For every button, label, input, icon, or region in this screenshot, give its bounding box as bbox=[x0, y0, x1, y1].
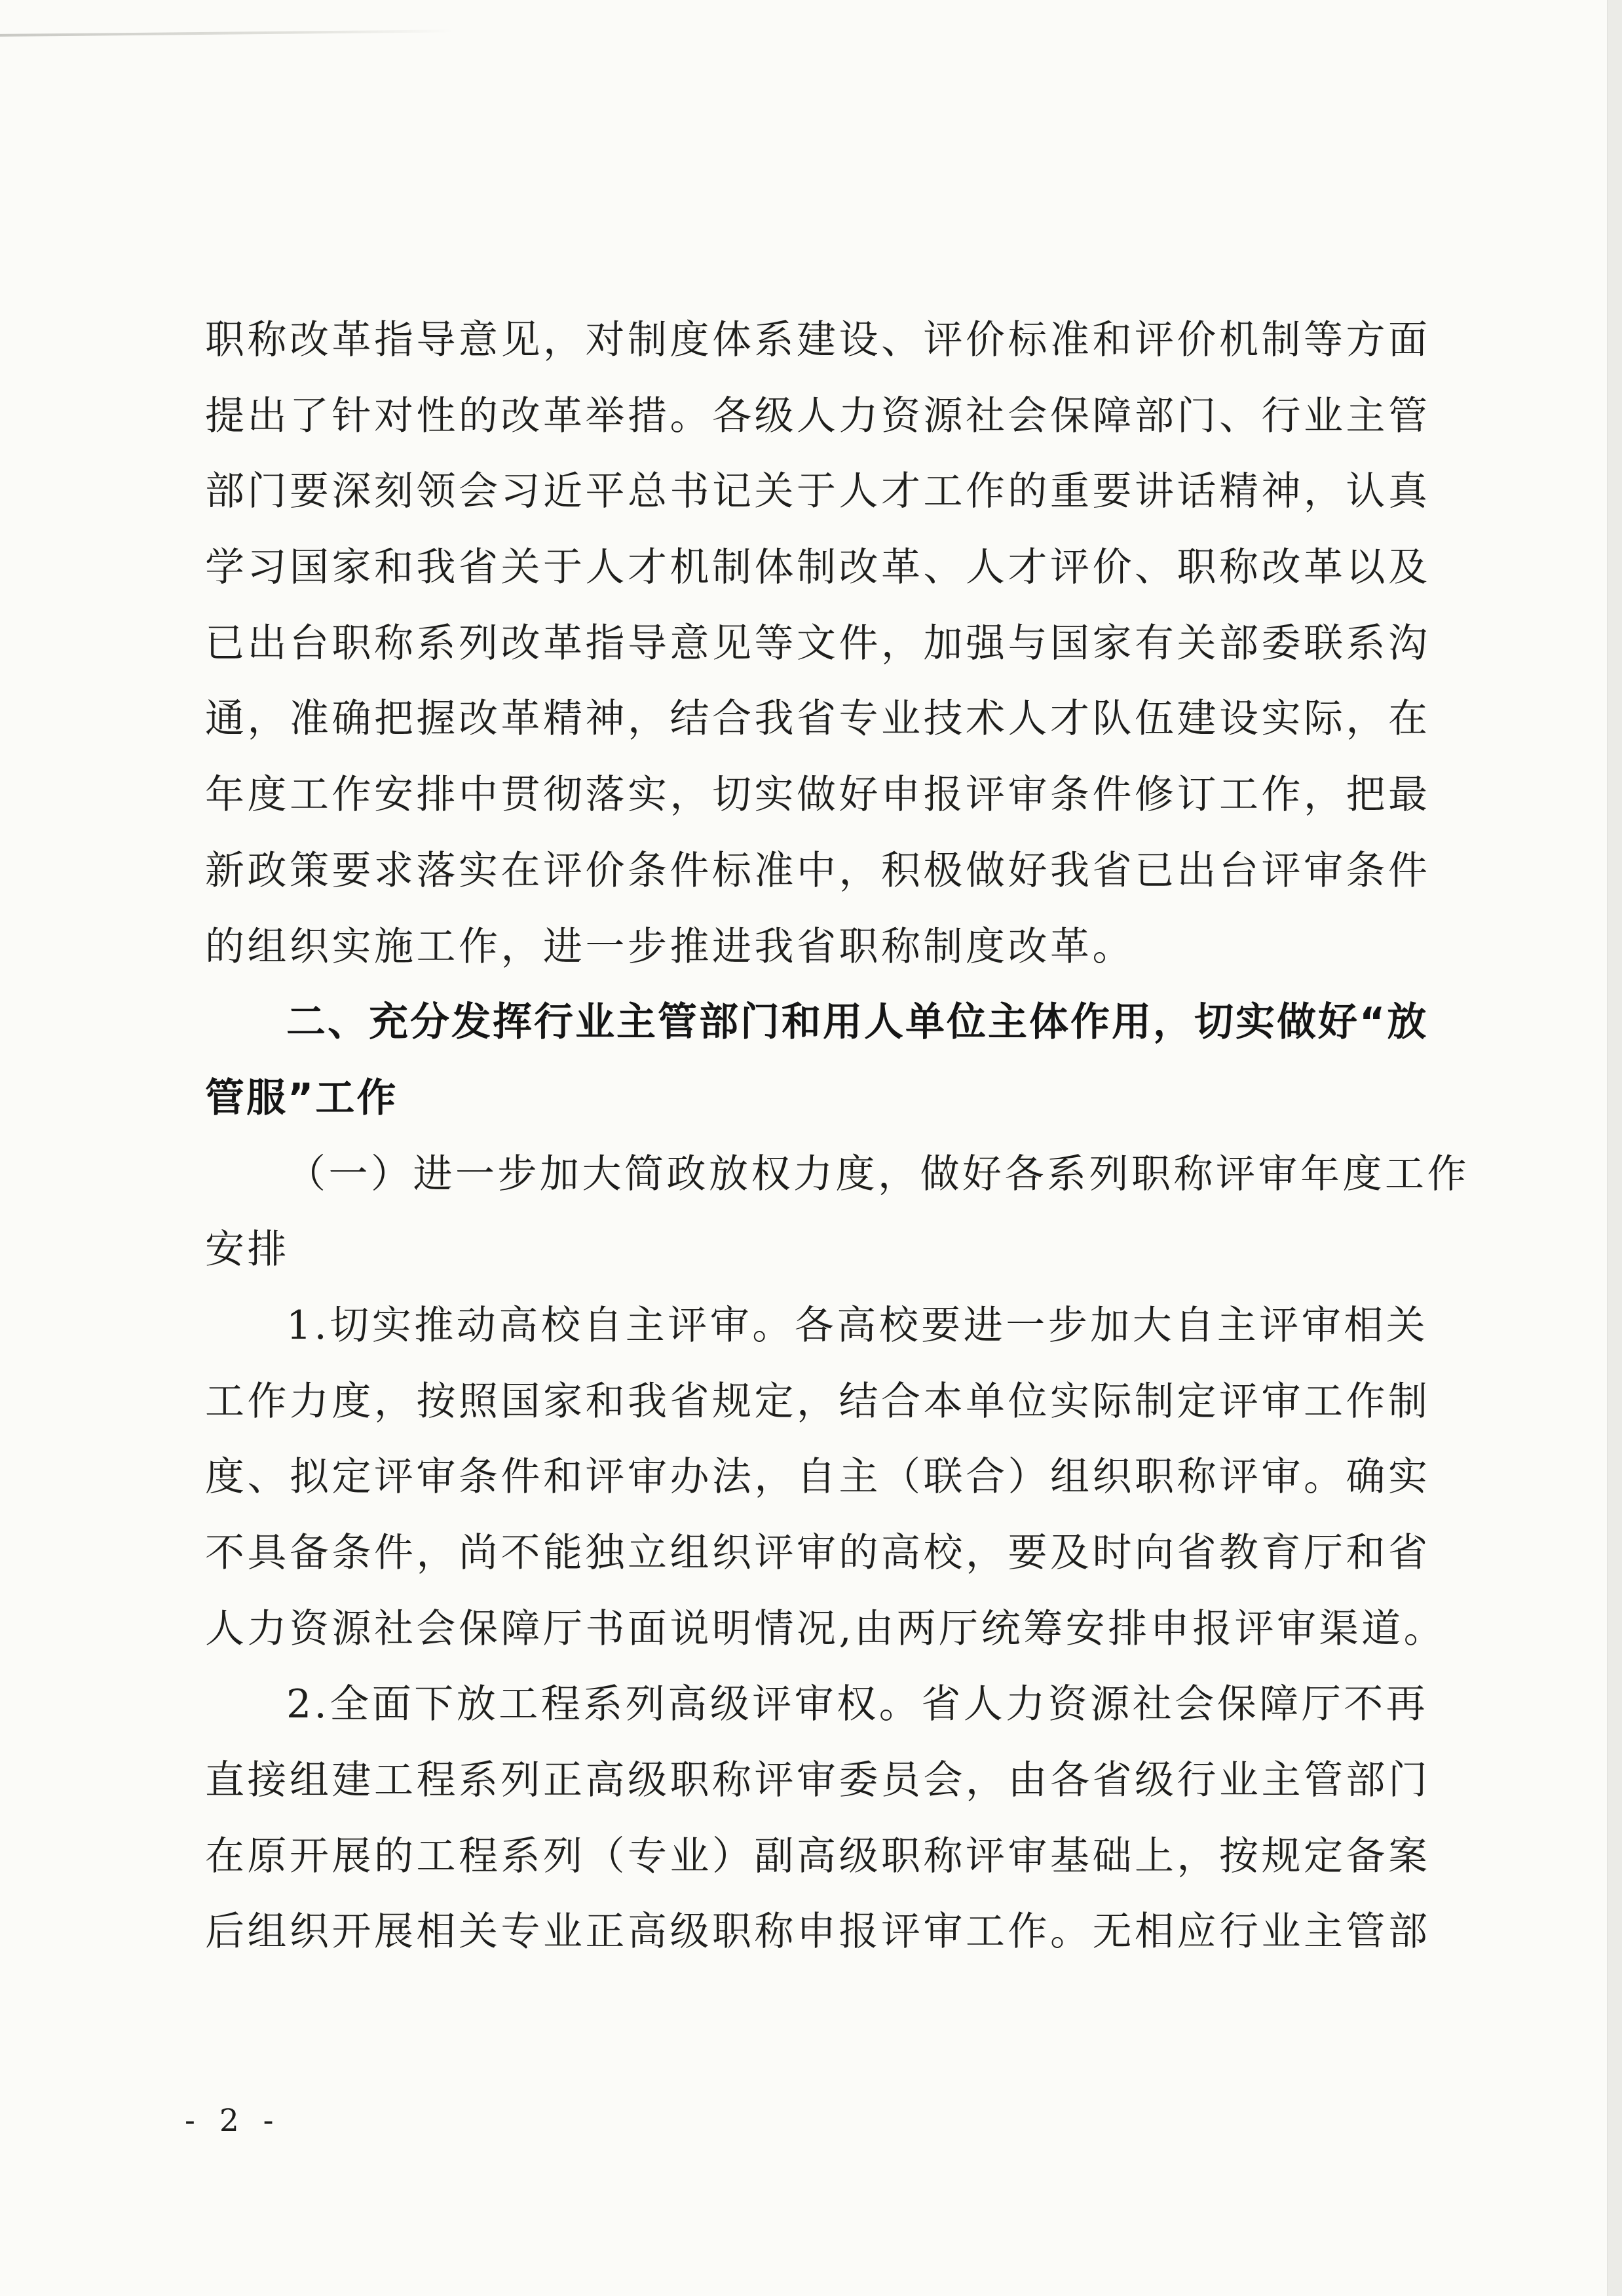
text-line: 提出了针对性的改革举措。各级人力资源社会保障部门、行业主管 bbox=[205, 392, 1431, 439]
text-line: 人力资源社会保障厅书面说明情况,由两厅统筹安排申报评审渠道。 bbox=[205, 1605, 1446, 1652]
text-line: 度、拟定评审条件和评审办法，自主（联合）组织职称评审。确实 bbox=[205, 1454, 1431, 1501]
text-line: 不具备条件，尚不能独立组织评审的高校，要及时向省教育厅和省 bbox=[205, 1530, 1431, 1576]
paragraph-2 bbox=[205, 985, 1429, 1136]
text-line: 职称改革指导意见，对制度体系建设、评价标准和评价机制等方面 bbox=[205, 317, 1431, 363]
text-line: 安排 bbox=[205, 1227, 290, 1273]
text-line: 的组织实施工作，进一步推进我省职称制度改革。 bbox=[205, 923, 1135, 970]
text-line: 已出台职称系列改革指导意见等文件，加强与国家有关部委联系沟 bbox=[205, 620, 1431, 666]
text-line: 部门要深刻领会习近平总书记关于人才工作的重要讲话精神，认真 bbox=[205, 469, 1431, 515]
text-line: 2.全面下放工程系列高级评审权。省人力资源社会保障厅不再 bbox=[286, 1681, 1429, 1728]
text-line: 年度工作安排中贯彻落实，切实做好申报评审条件修订工作，把最 bbox=[205, 772, 1431, 818]
text-line: 学习国家和我省关于人才机制体制改革、人才评价、职称改革以及 bbox=[205, 545, 1431, 591]
text-line: 管服”工作 bbox=[205, 1075, 398, 1121]
scan-artifact-line bbox=[0, 29, 453, 37]
text-line: 二、充分发挥行业主管部门和用人单位主体作用，切实做好“放 bbox=[286, 999, 1429, 1046]
text-line: 1.切实推动高校自主评审。各高校要进一步加大自主评审相关 bbox=[286, 1302, 1429, 1349]
page-footer bbox=[185, 2094, 281, 2147]
text-line: 后组织开展相关专业正高级职称申报评审工作。无相应行业主管部 bbox=[205, 1909, 1431, 1955]
text-line: 工作力度，按照国家和我省规定，结合本单位实际制定评审工作制 bbox=[205, 1378, 1431, 1425]
text-line: （一）进一步加大简政放权力度，做好各系列职称评审年度工作 bbox=[286, 1151, 1469, 1197]
paragraph-1 bbox=[205, 303, 1431, 985]
document-body bbox=[205, 303, 1469, 1970]
text-line: 直接组建工程系列正高级职称评审委员会，由各省级行业主管部门 bbox=[205, 1757, 1431, 1804]
paragraph-5 bbox=[205, 1667, 1431, 1970]
text-line: 新政策要求落实在评价条件标准中，积极做好我省已出台评审条件 bbox=[205, 847, 1431, 894]
text-line: 在原开展的工程系列（专业）副高级职称评审基础上，按规定备案 bbox=[205, 1833, 1431, 1879]
paragraph-4 bbox=[205, 1288, 1446, 1667]
page-number: - 2 - bbox=[185, 2102, 281, 2139]
text-line: 通，准确把握改革精神，结合我省专业技术人才队伍建设实际，在 bbox=[205, 696, 1431, 742]
scan-edge-shadow bbox=[1607, 0, 1622, 2296]
paragraph-3 bbox=[205, 1137, 1469, 1288]
